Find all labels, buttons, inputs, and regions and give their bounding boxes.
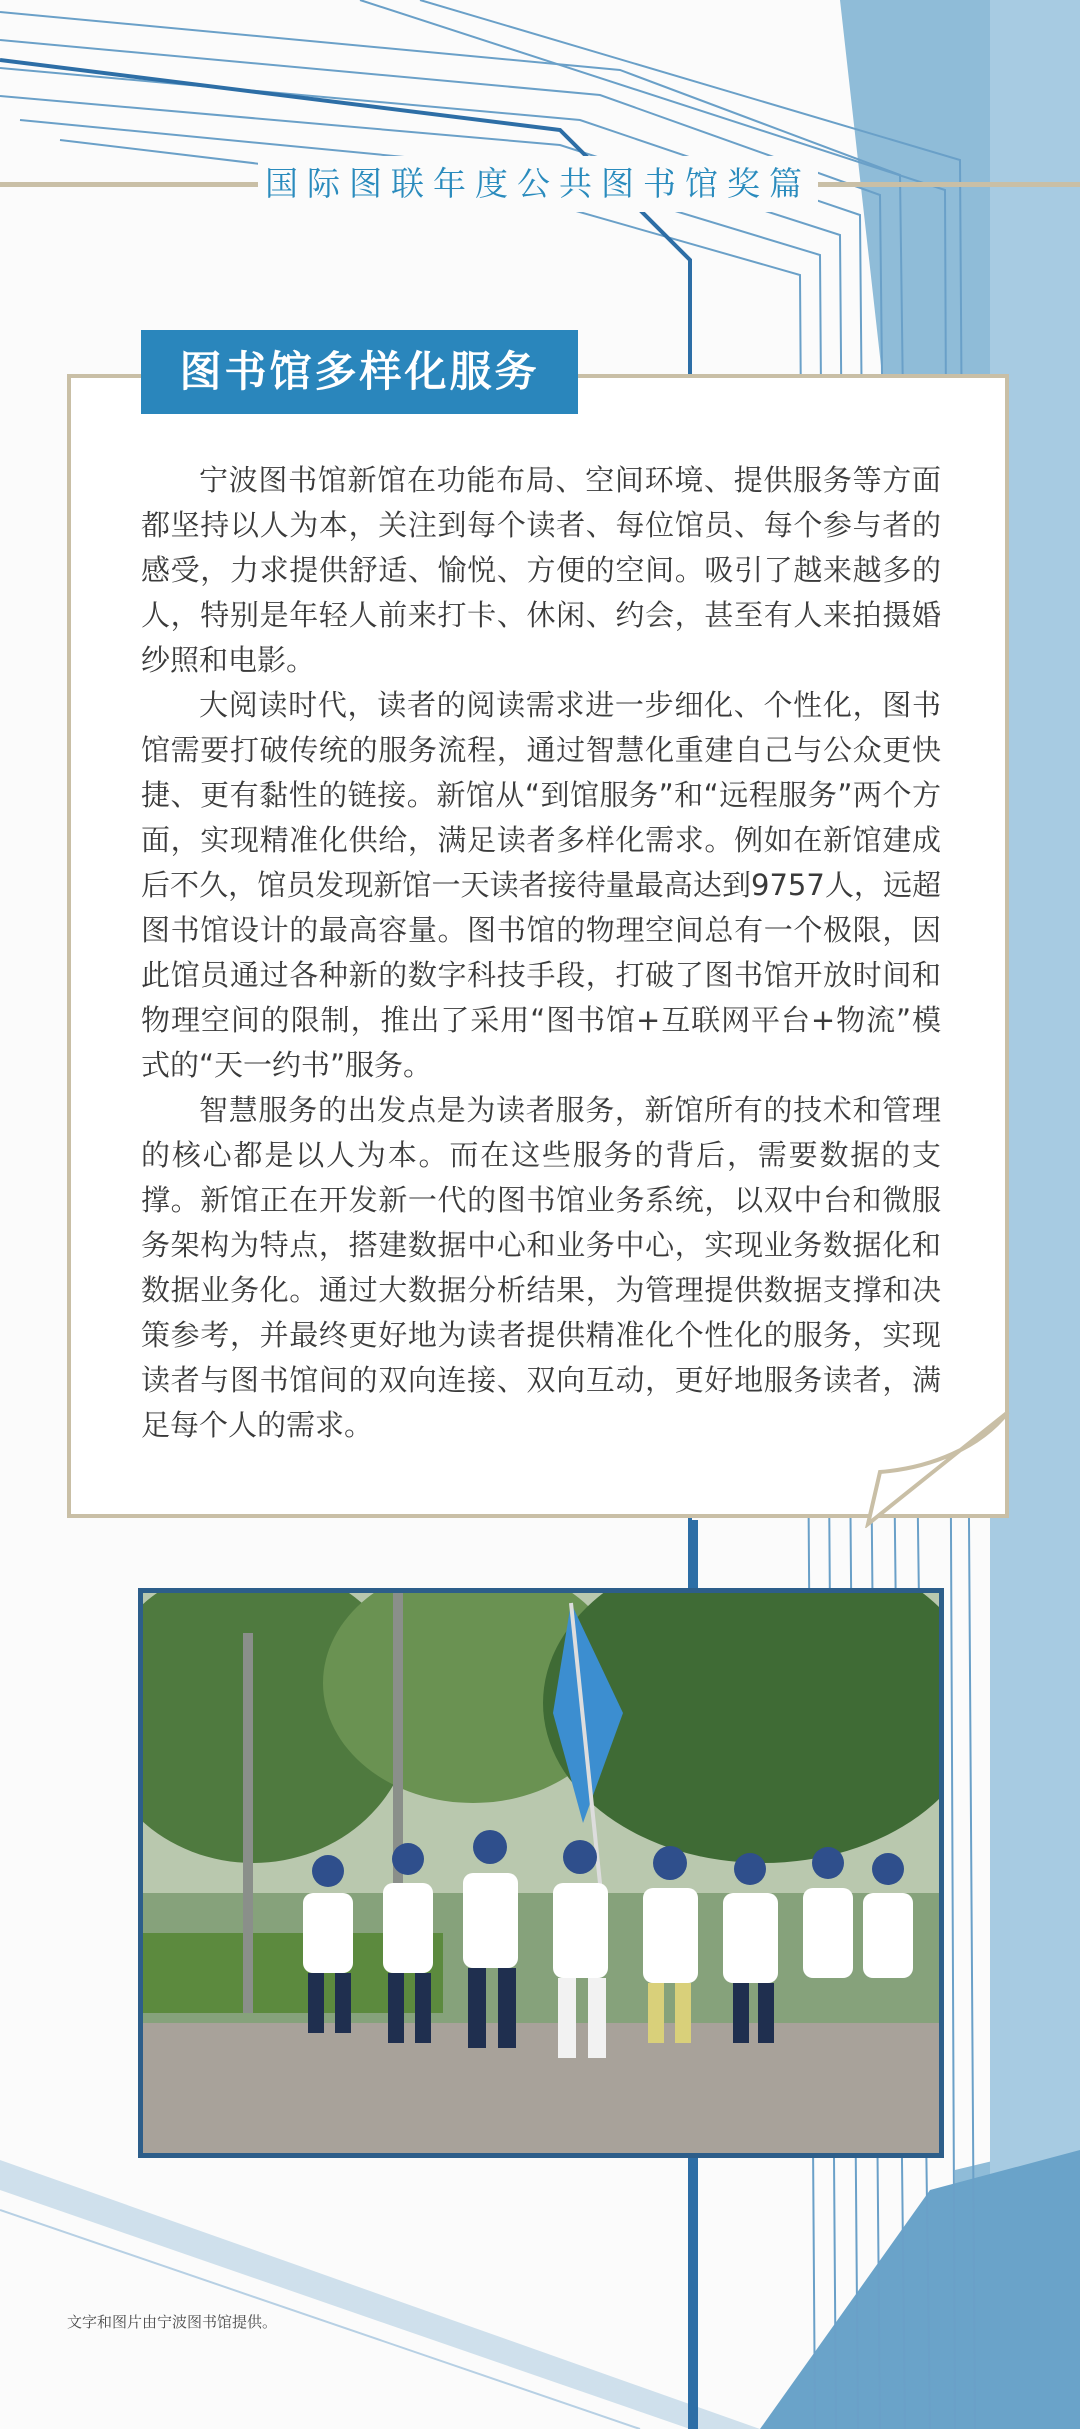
banner-rule-left — [0, 182, 258, 187]
article-paragraph-2: 大阅读时代，读者的阅读需求进一步细化、个性化，图书馆需要打破传统的服务流程，通过智慧化重建自己与公众更快捷、更有黏性的链接。新馆从“到馆服务”和“远程服务”两个方面，实现精准化供给，满足读者多样化需求。例如在新馆建成后不久，馆员发现新馆一天读者接待量最高达到9757人，远超图书馆设计的最高容量。图书馆的物理空间总有一个极限，因此馆员通过各种新的数字科技手段，打破了图书馆开放时间和物理空间的限制，推出了采用“图书馆+互联网平台+物流”模式的“天一约书”服务。 — [141, 688, 941, 1082]
photo-illustration — [143, 1593, 939, 2153]
photo-credit: 文字和图片由宁波图书馆提供。 — [67, 2313, 278, 2331]
running-children-photo — [138, 1588, 944, 2158]
section-title: 图书馆多样化服务 — [141, 330, 578, 414]
banner-title: 国际图联年度公共图书馆奖篇 — [258, 156, 818, 212]
article-paragraph-3: 智慧服务的出发点是为读者服务，新馆所有的技术和管理的核心都是以人为本。而在这些服务的背后，需要数据的支撑。新馆正在开发新一代的图书馆业务系统，以双中台和微服务架构为特点，搭建数据中心和业务中心，实现业务数据化和数据业务化。通过大数据分析结果，为管理提供数据支撑和决策参考，并最终更好地为读者提供精准化个性化的服务，实现读者与图书馆间的双向连接、双向互动，更好地服务读者，满足每个人的需求。 — [141, 1093, 941, 1442]
article-paragraph-1: 宁波图书馆新馆在功能布局、空间环境、提供服务等方面都坚持以人为本，关注到每个读者、每位馆员、每个参与者的感受，力求提供舒适、愉悦、方便的空间。吸引了越来越多的人，特别是年轻人前来打卡、休闲、约会，甚至有人来拍摄婚纱照和电影。 — [141, 463, 941, 677]
banner-rule-right — [818, 182, 1080, 187]
article-body — [141, 458, 941, 1448]
